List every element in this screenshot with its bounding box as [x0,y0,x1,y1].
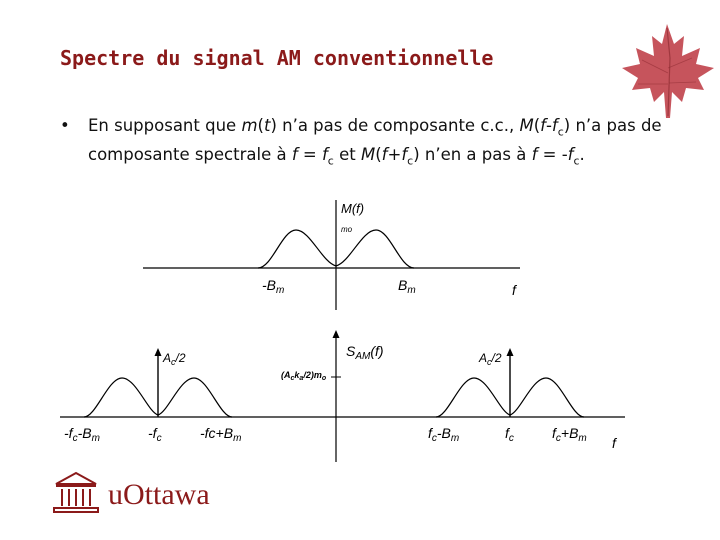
left-carrier-label: $A_c/2$ [163,351,186,367]
university-building-icon [52,470,100,514]
y-axis-arrowhead [333,330,340,338]
top-tick-neg-bm: $-B_m$ [262,277,285,296]
bottom-tick-neg-fc: $-f_c$ [148,425,162,444]
university-logo-text: uOttawa [108,478,210,511]
top-peak-label: mo [341,225,353,234]
right-carrier-arrowhead [507,348,514,356]
slide-title: Spectre du signal AM conventionnelle [60,46,494,70]
bottom-tick-fc-plus-bm: $f_c+B_m$ [552,425,587,444]
bottom-ylabel: $S_{AM}(f)$ [346,343,384,362]
bottom-peak-label: $(A_ck_a/2)m_o$ [281,370,327,382]
bottom-tick-neg-fc-minus-bm: $-f_c-B_m$ [64,425,100,444]
top-xlabel: f [512,282,516,298]
bottom-tick-neg-fc-plus-bm: $-fc+B_m$ [200,425,242,444]
bottom-tick-fc: $f_c$ [505,425,514,444]
top-tick-pos-bm: $B_m$ [398,277,416,296]
bullet-text: En supposant que m(t) n’a pas de composante c.c., $M(f-f_c)$ n’a pas de composante spectrale à $f = f_c$ et $M(f+f_c)$ n’en a pas à $f = -f_c$. [88,116,662,168]
bottom-tick-fc-minus-bm: $f_c-B_m$ [428,425,460,444]
bullet-symbol: • [60,116,70,135]
right-carrier-label: $A_c/2$ [479,351,502,367]
top-ylabel: M(f) [341,201,365,216]
left-carrier-arrowhead [155,348,162,356]
bottom-xlabel: f [612,435,616,451]
